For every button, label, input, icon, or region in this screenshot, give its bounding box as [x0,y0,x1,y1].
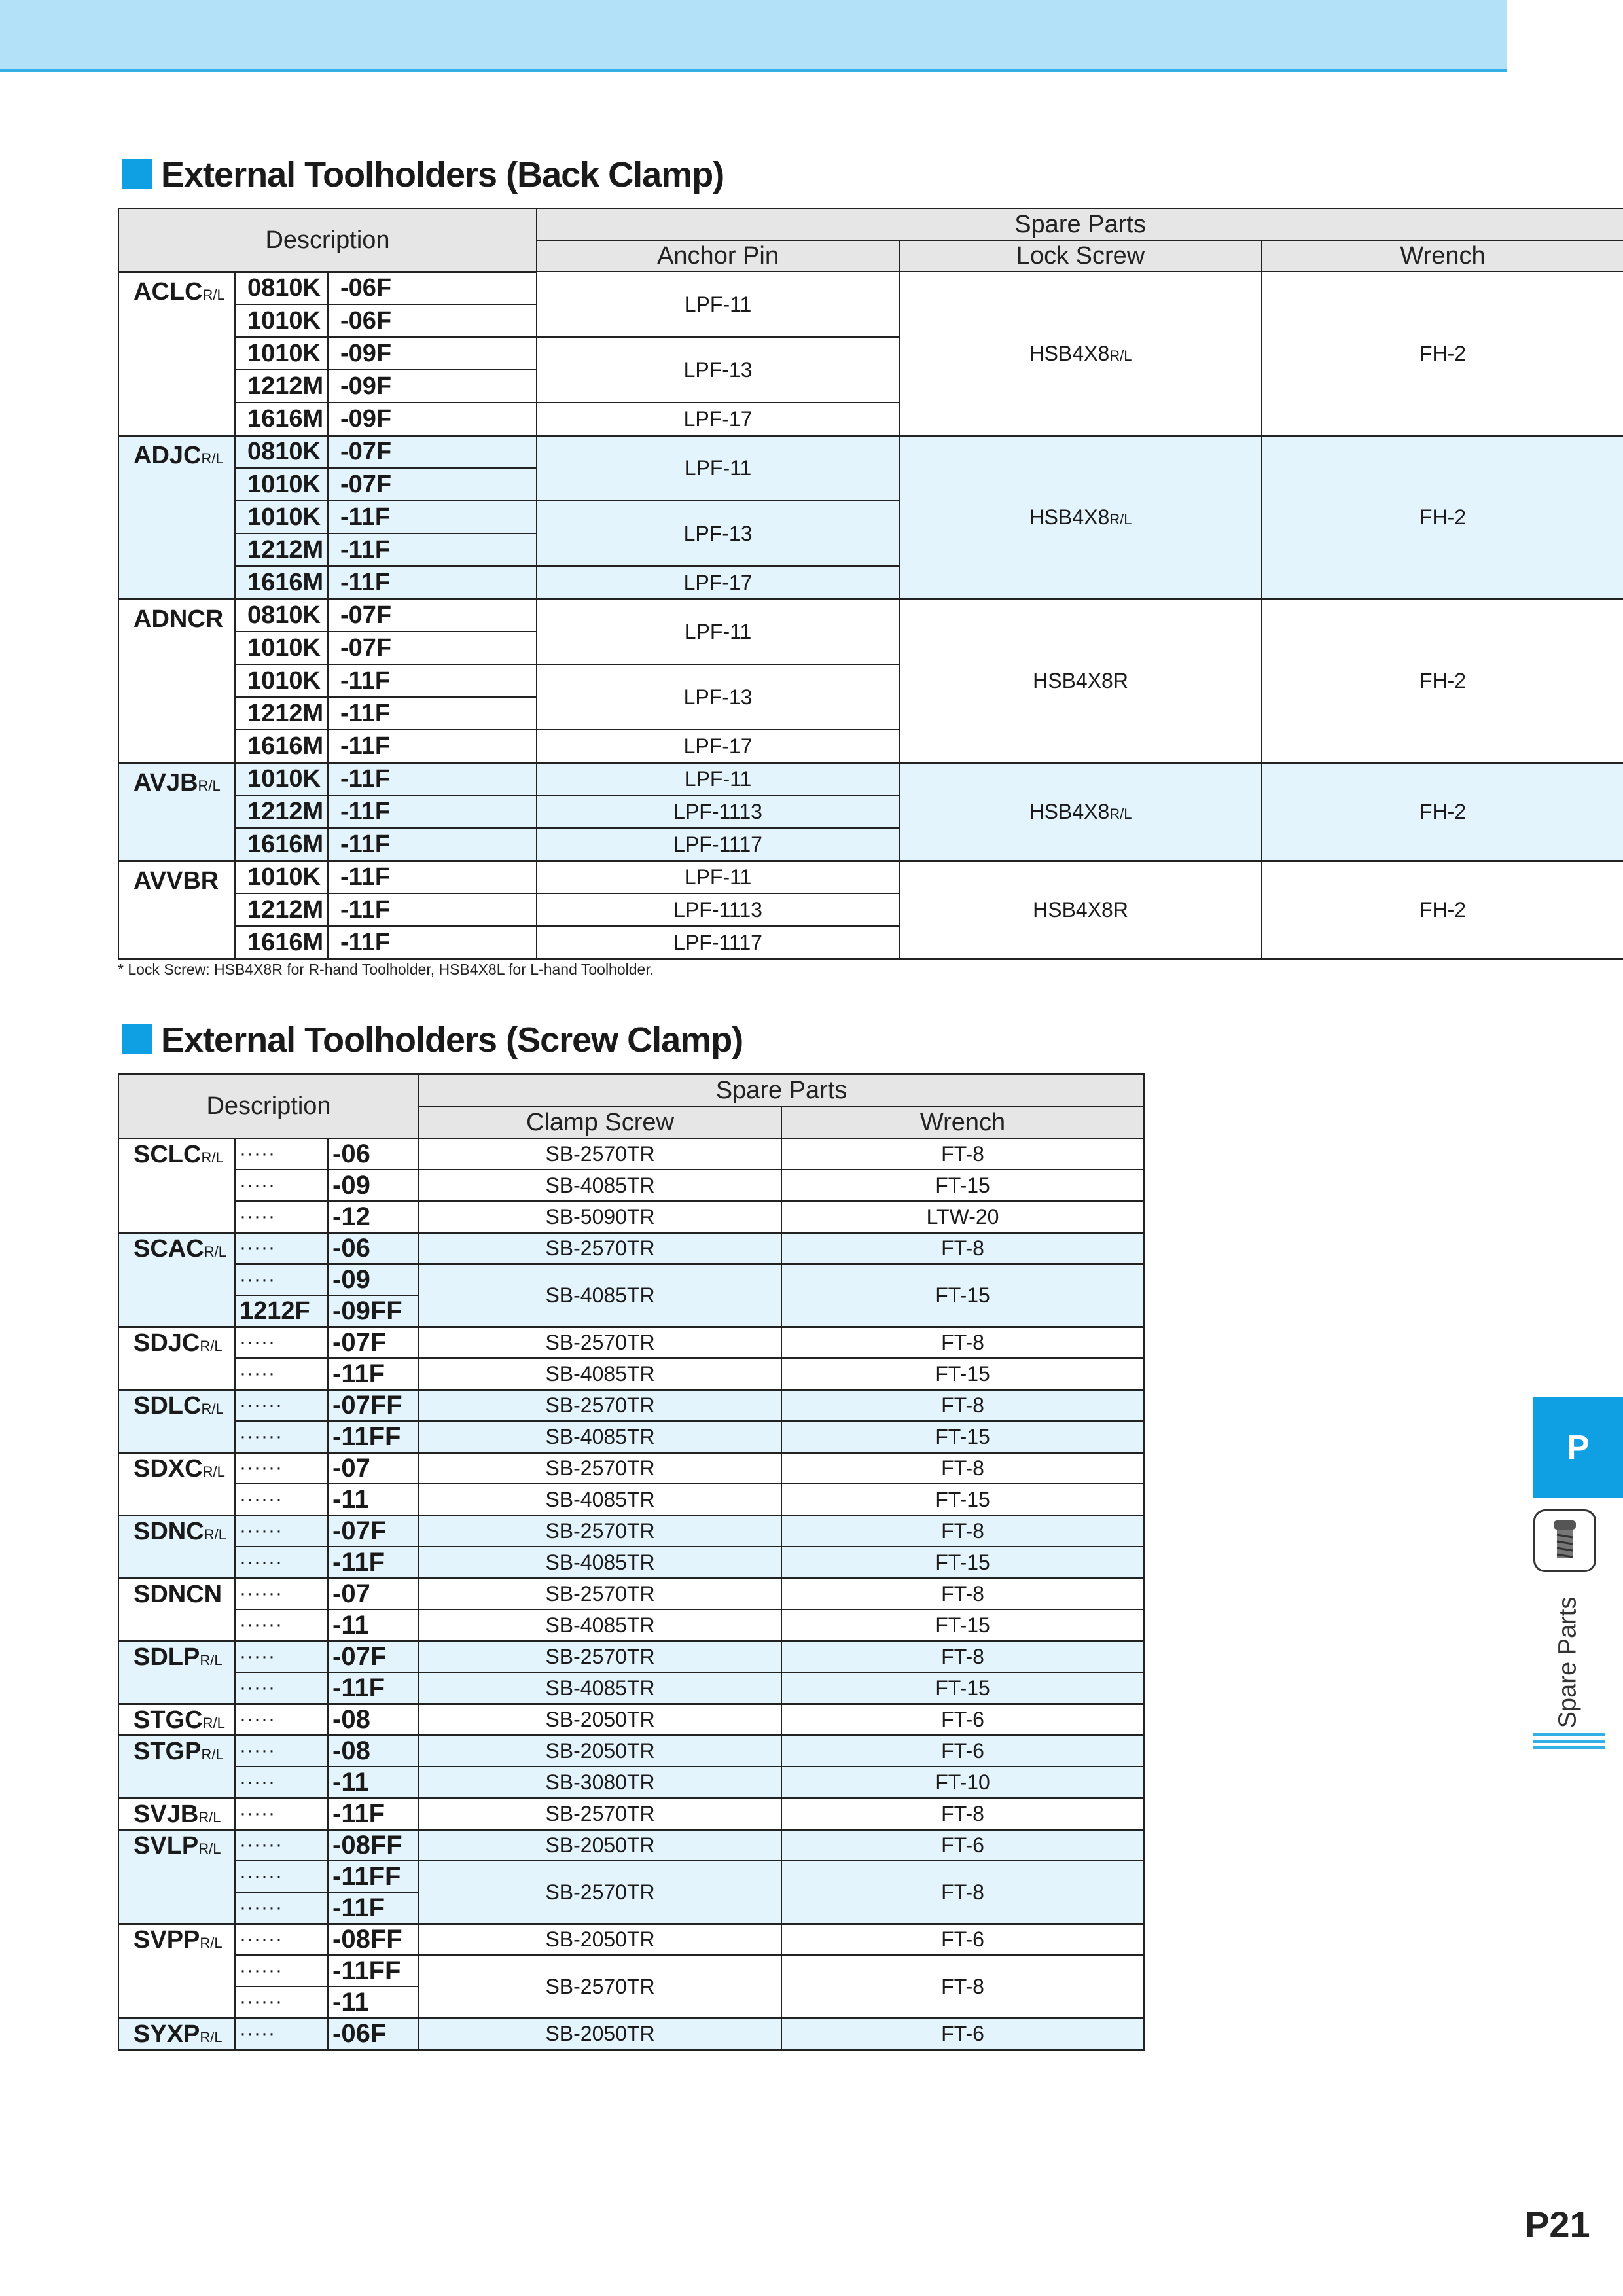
size-code: 1010K [235,632,328,664]
clamp-screw-cell: SB-2050TR [419,1924,781,1955]
suffix-code: -07F [328,599,537,632]
model-code: STGC [134,1706,203,1734]
hand-indicator: R/L [200,2028,223,2045]
anchor-pin-cell: LPF-1113 [537,893,899,926]
table-row [118,1767,1144,1798]
clamp-screw-cell: SB-2570TR [419,1641,781,1672]
suffix-code: -07FF [328,1390,419,1421]
suffix-code: -11F [328,533,537,566]
hand-indicator: R/L [198,1808,221,1825]
clamp-screw-cell: SB-5090TR [419,1201,781,1232]
size-code: ······ [235,1829,328,1861]
model-cell [118,599,235,762]
size-code: ····· [235,1358,328,1390]
wrench-header: Wrench [1262,240,1623,272]
lock-screw-cell [899,435,1262,599]
suffix-code: -11F [328,795,537,828]
clamp-screw-cell: SB-2050TR [419,1704,781,1735]
table-row [118,762,1623,795]
size-code: ······ [235,1421,328,1452]
wrench-cell: FT-6 [781,1704,1144,1735]
suffix-code: -09FF [328,1295,419,1327]
spare-parts-header: Spare Parts [419,1074,1144,1107]
table-row [118,1735,1144,1767]
clamp-screw-cell: SB-2570TR [419,1798,781,1829]
lock-screw-code: HSB4X8R [1033,898,1128,922]
size-code: ······ [235,1861,328,1892]
size-code: ······ [235,1924,328,1955]
model-cell [118,1327,235,1390]
model-cell [118,762,235,861]
model-code: SCAC [134,1234,204,1263]
table-row [118,272,1623,304]
table-row [118,1232,1144,1264]
suffix-code: -11 [328,1986,419,2018]
clamp-screw-cell: SB-2570TR [419,1232,781,1264]
hand-indicator: R/L [1109,347,1132,364]
anchor-pin-cell: LPF-13 [537,501,899,566]
size-code: ······ [235,1986,328,2018]
table-row [118,1358,1144,1390]
wrench-cell: FT-15 [781,1609,1144,1641]
anchor-pin-cell: LPF-13 [537,664,899,730]
size-code: 0810K [235,435,328,468]
size-code: ······ [235,1892,328,1924]
table-row [118,1327,1144,1358]
size-code: ······ [235,1955,328,1986]
clamp-screw-cell: SB-4085TR [419,1421,781,1452]
back-clamp-table [118,208,1623,960]
hand-indicator: R/L [1109,511,1132,528]
clamp-screw-cell: SB-2570TR [419,1861,781,1924]
wrench-cell: FH-2 [1262,762,1623,861]
suffix-code: -11FF [328,1955,419,1986]
lock-screw-cell [899,861,1262,959]
table-row [118,1390,1144,1421]
model-cell [118,1578,235,1641]
table-row [118,1170,1144,1201]
table-row [118,2018,1144,2049]
size-code: 1616M [235,926,328,959]
description-header: Description [118,1074,419,1138]
size-code: 1212M [235,893,328,926]
model-code: SCLC [134,1140,202,1168]
side-label: Spare Parts [1554,1596,1582,1729]
wrench-cell: FT-8 [781,1515,1144,1547]
clamp-screw-cell: SB-2570TR [419,1578,781,1609]
suffix-code: -11F [328,1892,419,1924]
clamp-screw-cell: SB-4085TR [419,1170,781,1201]
size-code: 1010K [235,304,328,337]
size-code: 1212M [235,370,328,403]
lock-screw-header: Lock Screw [899,240,1262,272]
size-code: ······ [235,1547,328,1578]
model-cell [118,1232,235,1327]
wrench-cell: FT-8 [781,1578,1144,1609]
lock-screw-cell [899,762,1262,861]
anchor-pin-cell: LPF-17 [537,730,899,762]
wrench-cell: FT-8 [781,1452,1144,1484]
anchor-pin-cell: LPF-11 [537,435,899,501]
suffix-code: -11F [328,1798,419,1829]
model-code: SVJB [134,1800,199,1828]
back-clamp-title: External Toolholders (Back Clamp) [122,154,724,195]
suffix-code: -11 [328,1609,419,1641]
hand-indicator: R/L [200,1651,223,1668]
size-code: ····· [235,1641,328,1672]
suffix-code: -07 [328,1452,419,1484]
suffix-code: -06 [328,1138,419,1170]
clamp-screw-cell: SB-2050TR [419,1735,781,1767]
table-row [118,1829,1144,1861]
clamp-screw-cell: SB-2050TR [419,1829,781,1861]
suffix-code: -06F [328,2018,419,2049]
hand-indicator: R/L [198,1840,221,1857]
model-cell [118,2018,235,2049]
size-code: ····· [235,1264,328,1295]
suffix-code: -11F [328,926,537,959]
suffix-code: -07 [328,1578,419,1609]
suffix-code: -11F [328,828,537,861]
hand-indicator: R/L [204,1243,226,1260]
model-code: SDLP [134,1643,200,1671]
hand-indicator: R/L [200,1934,223,1951]
wrench-cell: FT-8 [781,1327,1144,1358]
wrench-cell: FT-15 [781,1672,1144,1704]
suffix-code: -11F [328,861,537,893]
clamp-screw-cell: SB-4085TR [419,1264,781,1327]
model-code: SDXC [134,1454,203,1482]
size-code: ······ [235,1609,328,1641]
model-cell [118,861,235,959]
suffix-code: -07F [328,632,537,664]
bolt-icon [1533,1509,1596,1572]
lock-screw-cell [899,599,1262,762]
model-code: AVJB [134,768,198,797]
suffix-code: -11F [328,893,537,926]
wrench-cell: FT-8 [781,1641,1144,1672]
table-row [118,1578,1144,1609]
wrench-header: Wrench [781,1107,1144,1138]
wrench-cell: FT-8 [781,1798,1144,1829]
lock-screw-cell [899,272,1262,435]
size-code: ····· [235,1798,328,1829]
suffix-code: -11 [328,1767,419,1798]
wrench-cell: FT-8 [781,1955,1144,2018]
clamp-screw-header: Clamp Screw [419,1107,781,1138]
hand-indicator: R/L [202,1463,225,1480]
hand-indicator: R/L [1109,806,1132,822]
lock-screw-note: * Lock Screw: HSB4X8R for R-hand Toolholder, HSB4X8L for L-hand Toolholder. [118,961,654,978]
suffix-code: -07F [328,1515,419,1547]
clamp-screw-cell: SB-2050TR [419,2018,781,2049]
wrench-cell: FT-8 [781,1390,1144,1421]
table-row [118,1798,1144,1829]
title-square-icon [122,159,152,189]
wrench-cell: FT-15 [781,1421,1144,1452]
suffix-code: -09F [328,370,537,403]
lock-screw-code: HSB4X8 [1029,341,1110,365]
table-row [118,1201,1144,1232]
suffix-code: -11F [328,1672,419,1704]
model-cell [118,1390,235,1452]
wrench-cell: FH-2 [1262,861,1623,959]
table-row [118,1924,1144,1955]
wrench-cell: FH-2 [1262,599,1623,762]
size-code: ····· [235,1704,328,1735]
model-code: SVLP [134,1831,199,1859]
model-code: SDNCN [134,1580,223,1608]
size-code: ····· [235,1170,328,1201]
hand-indicator: R/L [201,1400,224,1417]
model-code: ADJC [134,441,202,469]
table-row [118,1484,1144,1515]
table-row [118,1955,1144,1986]
size-code: ····· [235,2018,328,2049]
clamp-screw-cell: SB-2570TR [419,1515,781,1547]
model-code: SYXP [134,2020,200,2048]
title-square-icon [122,1024,152,1054]
size-code: 1010K [235,664,328,697]
clamp-screw-cell: SB-2570TR [419,1138,781,1170]
anchor-pin-cell: LPF-11 [537,861,899,893]
table-row [118,861,1623,893]
clamp-screw-cell: SB-2570TR [419,1452,781,1484]
size-code: 1212M [235,533,328,566]
size-code: ····· [235,1138,328,1170]
clamp-screw-cell: SB-2570TR [419,1955,781,2018]
anchor-pin-cell: LPF-11 [537,599,899,664]
wrench-cell: FT-15 [781,1170,1144,1201]
suffix-code: -07F [328,1641,419,1672]
table-row [118,1264,1144,1295]
suffix-code: -11F [328,1547,419,1578]
suffix-code: -07F [328,435,537,468]
screw-clamp-title: External Toolholders (Screw Clamp) [122,1020,743,1060]
anchor-pin-cell: LPF-17 [537,403,899,435]
size-code: ······ [235,1578,328,1609]
screw-clamp-table [118,1073,1145,2051]
size-code: ····· [235,1767,328,1798]
suffix-code: -06 [328,1232,419,1264]
model-code: SDNC [134,1517,204,1545]
table-row [118,1547,1144,1578]
model-cell [118,1735,235,1798]
clamp-screw-cell: SB-3080TR [419,1767,781,1798]
model-code: SDLC [134,1391,202,1420]
anchor-pin-cell: LPF-1113 [537,795,899,828]
size-code: 1010K [235,762,328,795]
size-code: 1616M [235,828,328,861]
section-tab-p[interactable]: P [1533,1397,1623,1498]
hand-indicator: R/L [200,1337,223,1354]
suffix-code: -11FF [328,1421,419,1452]
wrench-cell: FT-10 [781,1767,1144,1798]
clamp-screw-cell: SB-4085TR [419,1609,781,1641]
table-row [118,1861,1144,1892]
suffix-code: -11 [328,1484,419,1515]
anchor-pin-cell: LPF-1117 [537,828,899,861]
size-code: ····· [235,1327,328,1358]
wrench-cell: LTW-20 [781,1201,1144,1232]
suffix-code: -11FF [328,1861,419,1892]
size-code: ······ [235,1484,328,1515]
size-code: ····· [235,1672,328,1704]
suffix-code: -11F [328,664,537,697]
suffix-code: -06F [328,304,537,337]
model-code: ACLC [134,278,203,306]
size-code: 1010K [235,501,328,533]
clamp-screw-cell: SB-2570TR [419,1327,781,1358]
suffix-code: -08FF [328,1829,419,1861]
lock-screw-code: HSB4X8 [1029,800,1110,823]
suffix-code: -09F [328,403,537,435]
size-code: ······ [235,1390,328,1421]
model-code: AVVBR [134,867,219,895]
size-code: 1212F [235,1295,328,1327]
size-code: ······ [235,1515,328,1547]
anchor-pin-cell: LPF-17 [537,566,899,599]
wrench-cell: FH-2 [1262,272,1623,435]
wrench-cell: FT-6 [781,2018,1144,2049]
model-code: SVPP [134,1926,200,1954]
suffix-code: -08 [328,1735,419,1767]
model-cell [118,1829,235,1924]
model-cell [118,1138,235,1232]
clamp-screw-cell: SB-4085TR [419,1672,781,1704]
wrench-cell: FT-15 [781,1484,1144,1515]
model-code: SDJC [134,1329,200,1357]
suffix-code: -08 [328,1704,419,1735]
size-code: 1616M [235,403,328,435]
size-code: 1212M [235,697,328,730]
wrench-cell: FT-6 [781,1829,1144,1861]
wrench-cell: FT-15 [781,1547,1144,1578]
suffix-code: -09 [328,1170,419,1201]
suffix-code: -11F [328,730,537,762]
wrench-cell: FT-15 [781,1264,1144,1327]
anchor-pin-header: Anchor Pin [537,240,899,272]
model-cell [118,1515,235,1578]
model-code: ADNCR [134,605,224,633]
table-row [118,1641,1144,1672]
hand-indicator: R/L [204,1526,226,1543]
table-row [118,599,1623,632]
model-cell [118,1452,235,1515]
wrench-cell: FT-6 [781,1735,1144,1767]
anchor-pin-cell: LPF-13 [537,337,899,403]
suffix-code: -09 [328,1264,419,1295]
suffix-code: -11F [328,697,537,730]
anchor-pin-cell: LPF-11 [537,762,899,795]
spare-parts-header: Spare Parts [537,209,1623,240]
page-number: P21 [1525,2204,1590,2245]
size-code: 1616M [235,566,328,599]
size-code: 1010K [235,468,328,501]
model-cell [118,435,235,599]
hand-indicator: R/L [201,1149,224,1166]
suffix-code: -11F [328,1358,419,1390]
table-row [118,435,1623,468]
lock-screw-code: HSB4X8 [1029,505,1110,529]
wrench-cell: FT-8 [781,1861,1144,1924]
table-row [118,1138,1144,1170]
model-cell [118,1924,235,2018]
model-cell [118,1641,235,1704]
suffix-code: -07F [328,1327,419,1358]
model-code: STGP [134,1737,202,1765]
suffix-code: -11F [328,566,537,599]
hand-indicator: R/L [201,1746,224,1763]
suffix-code: -09F [328,337,537,370]
hand-indicator: R/L [198,777,221,794]
description-header: Description [118,209,537,272]
size-code: ····· [235,1735,328,1767]
wrench-cell: FH-2 [1262,435,1623,599]
clamp-screw-cell: SB-2570TR [419,1390,781,1421]
size-code: 1010K [235,337,328,370]
anchor-pin-cell: LPF-11 [537,272,899,337]
header-bar [0,0,1507,72]
wrench-cell: FT-8 [781,1138,1144,1170]
side-stripes [1533,1733,1605,1753]
suffix-code: -11F [328,501,537,533]
size-code: 0810K [235,272,328,304]
table-row [118,1704,1144,1735]
anchor-pin-cell: LPF-1117 [537,926,899,959]
clamp-screw-cell: SB-4085TR [419,1484,781,1515]
model-cell [118,272,235,435]
size-code: ······ [235,1452,328,1484]
table-row [118,1609,1144,1641]
model-cell [118,1704,235,1735]
suffix-code: -06F [328,272,537,304]
suffix-code: -07F [328,468,537,501]
hand-indicator: R/L [202,1714,225,1731]
table-row [118,1421,1144,1452]
size-code: ····· [235,1201,328,1232]
size-code: 0810K [235,599,328,632]
hand-indicator: R/L [201,450,224,467]
hand-indicator: R/L [202,286,225,303]
lock-screw-code: HSB4X8R [1033,669,1128,692]
table-row [118,1672,1144,1704]
model-cell [118,1798,235,1829]
table-row [118,1452,1144,1484]
size-code: ····· [235,1232,328,1264]
suffix-code: -11F [328,762,537,795]
wrench-cell: FT-15 [781,1358,1144,1390]
size-code: 1010K [235,861,328,893]
suffix-code: -12 [328,1201,419,1232]
suffix-code: -08FF [328,1924,419,1955]
size-code: 1616M [235,730,328,762]
table-row [118,1515,1144,1547]
wrench-cell: FT-8 [781,1232,1144,1264]
clamp-screw-cell: SB-4085TR [419,1358,781,1390]
wrench-cell: FT-6 [781,1924,1144,1955]
clamp-screw-cell: SB-4085TR [419,1547,781,1578]
size-code: 1212M [235,795,328,828]
